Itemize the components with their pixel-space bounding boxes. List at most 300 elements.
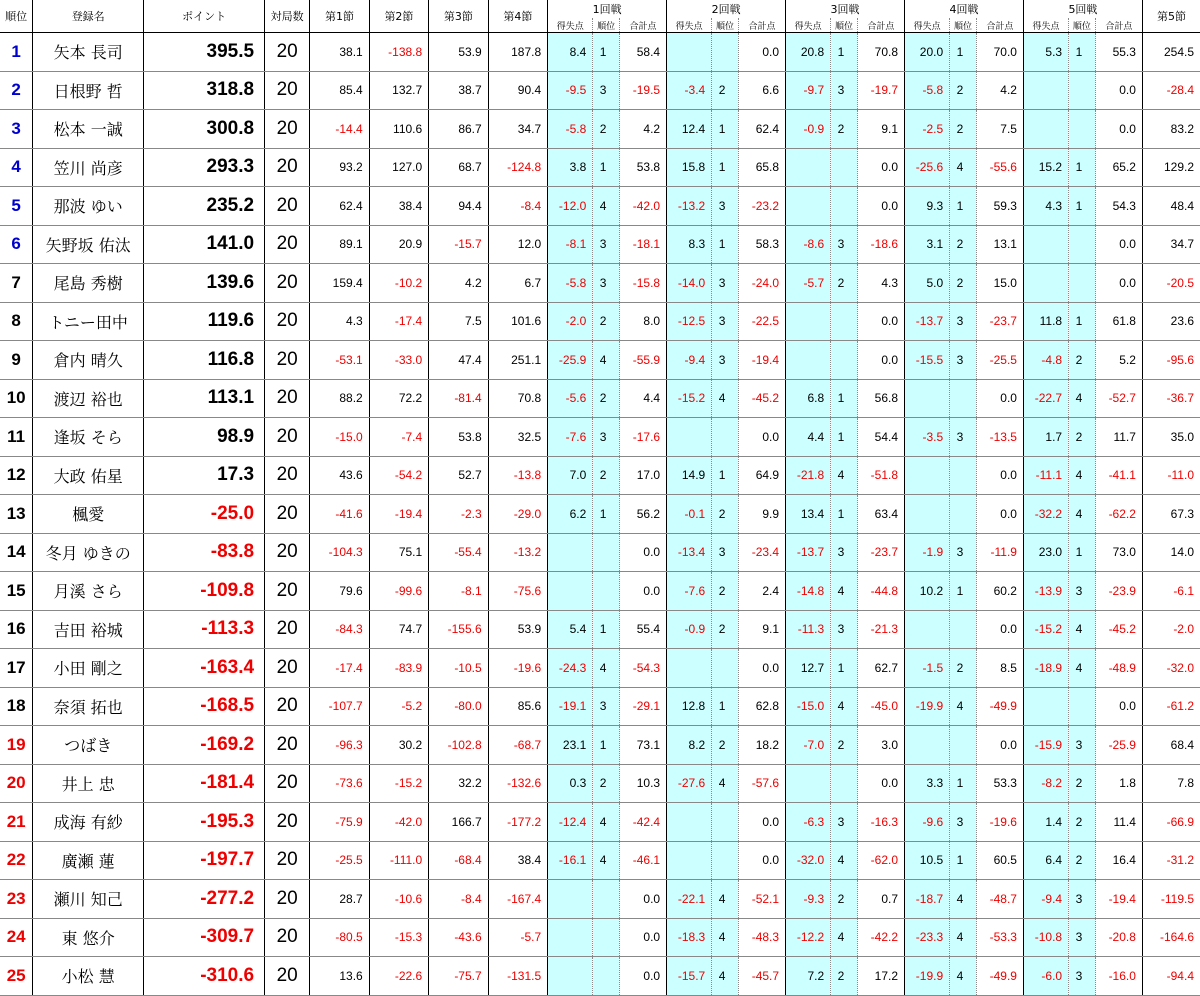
rank-cell: 18 [0, 687, 33, 726]
round2-total: -57.6 [738, 764, 785, 803]
player-name: 小松 慧 [33, 957, 144, 996]
round5-place: 1 [1069, 187, 1096, 226]
player-name: 廣瀬 蓮 [33, 841, 144, 880]
setsu1-cell: -84.3 [310, 610, 369, 649]
round3-score: 4.4 [786, 418, 831, 457]
round1-score [548, 533, 593, 572]
setsu5-cell: -36.7 [1142, 379, 1200, 418]
round2-place: 3 [712, 264, 739, 303]
games-cell: 20 [265, 841, 310, 880]
setsu1-cell: -80.5 [310, 918, 369, 957]
round4-total: -19.6 [976, 803, 1023, 842]
setsu5-cell: 68.4 [1142, 726, 1200, 765]
rank-cell: 23 [0, 880, 33, 919]
table-row [0, 495, 1200, 534]
round5-place: 3 [1069, 726, 1096, 765]
table-row [0, 341, 1200, 380]
round1-place: 2 [593, 764, 620, 803]
round4-place: 2 [950, 649, 977, 688]
player-name: 井上 忠 [33, 764, 144, 803]
round3-place: 4 [831, 918, 858, 957]
rank-cell: 17 [0, 649, 33, 688]
player-name: 逢坂 そら [33, 418, 144, 457]
round5-place [1069, 687, 1096, 726]
setsu4-cell: -68.7 [488, 726, 547, 765]
setsu4-cell: -177.2 [488, 803, 547, 842]
round3-place: 1 [831, 33, 858, 72]
setsu5-cell: 35.0 [1142, 418, 1200, 457]
round4-place: 2 [950, 110, 977, 149]
round5-total: 0.0 [1095, 71, 1142, 110]
setsu2-cell: -17.4 [369, 302, 428, 341]
setsu2-cell: -15.2 [369, 764, 428, 803]
round5-place: 4 [1069, 379, 1096, 418]
rank-cell: 6 [0, 225, 33, 264]
setsu5-cell: 7.8 [1142, 764, 1200, 803]
round2-score: -0.9 [667, 610, 712, 649]
setsu3-cell: -155.6 [429, 610, 488, 649]
round3-place: 4 [831, 841, 858, 880]
round4-place: 4 [950, 148, 977, 187]
games-cell: 20 [265, 33, 310, 72]
rank-cell: 8 [0, 302, 33, 341]
rank-cell: 19 [0, 726, 33, 765]
round3-total: 0.0 [857, 148, 904, 187]
setsu5-cell: -32.0 [1142, 649, 1200, 688]
setsu5-cell: -2.0 [1142, 610, 1200, 649]
games-cell: 20 [265, 379, 310, 418]
points-cell: -169.2 [144, 726, 265, 765]
round5-score: 1.7 [1023, 418, 1068, 457]
points-cell: 98.9 [144, 418, 265, 457]
setsu5-cell: -119.5 [1142, 880, 1200, 919]
rank-cell: 21 [0, 803, 33, 842]
table-row [0, 726, 1200, 765]
setsu4-cell: -167.4 [488, 880, 547, 919]
round5-total: 0.0 [1095, 264, 1142, 303]
round4-total: -13.5 [976, 418, 1023, 457]
round4-place [950, 379, 977, 418]
setsu1-cell: 4.3 [310, 302, 369, 341]
player-name: 東 悠介 [33, 918, 144, 957]
rank-cell: 24 [0, 918, 33, 957]
round3-score: -14.8 [786, 572, 831, 611]
round3-total: -51.8 [857, 456, 904, 495]
round1-score [548, 918, 593, 957]
player-name: 大政 佑星 [33, 456, 144, 495]
round3-total: 0.0 [857, 341, 904, 380]
points-cell: -277.2 [144, 880, 265, 919]
round1-total: -29.1 [619, 687, 666, 726]
points-cell: -309.7 [144, 918, 265, 957]
points-cell: 293.3 [144, 148, 265, 187]
points-cell: -195.3 [144, 803, 265, 842]
round4-place: 4 [950, 918, 977, 957]
rank-cell: 2 [0, 71, 33, 110]
round1-score: -8.1 [548, 225, 593, 264]
round4-total: -11.9 [976, 533, 1023, 572]
setsu1-cell: 79.6 [310, 572, 369, 611]
round5-place: 2 [1069, 803, 1096, 842]
round2-place: 4 [712, 379, 739, 418]
rank-cell: 1 [0, 33, 33, 72]
round4-place [950, 495, 977, 534]
setsu5-cell: -6.1 [1142, 572, 1200, 611]
player-name: トニー田中 [33, 302, 144, 341]
round5-total: 0.0 [1095, 110, 1142, 149]
round4-place: 3 [950, 803, 977, 842]
round5-score: 11.8 [1023, 302, 1068, 341]
round3-score: 20.8 [786, 33, 831, 72]
header-setsu1: 第1節 [310, 0, 369, 33]
setsu3-cell: -43.6 [429, 918, 488, 957]
round4-total: 0.0 [976, 379, 1023, 418]
round5-score: -8.2 [1023, 764, 1068, 803]
points-cell: 119.6 [144, 302, 265, 341]
setsu3-cell: 47.4 [429, 341, 488, 380]
points-cell: -197.7 [144, 841, 265, 880]
setsu5-cell: 83.2 [1142, 110, 1200, 149]
round2-total: 6.6 [738, 71, 785, 110]
setsu5-cell: 14.0 [1142, 533, 1200, 572]
setsu2-cell: -83.9 [369, 649, 428, 688]
round5-total: -52.7 [1095, 379, 1142, 418]
subheader-total-round4: 合計点 [976, 18, 1023, 33]
round5-score [1023, 71, 1068, 110]
header-setsu5: 第5節 [1142, 0, 1200, 33]
round1-place: 2 [593, 110, 620, 149]
points-cell: -109.8 [144, 572, 265, 611]
round4-total: 60.2 [976, 572, 1023, 611]
round5-score: -15.9 [1023, 726, 1068, 765]
round4-place: 2 [950, 225, 977, 264]
games-cell: 20 [265, 610, 310, 649]
round5-score: 23.0 [1023, 533, 1068, 572]
points-cell: -25.0 [144, 495, 265, 534]
round2-place: 1 [712, 225, 739, 264]
games-cell: 20 [265, 225, 310, 264]
rank-cell: 7 [0, 264, 33, 303]
games-cell: 20 [265, 880, 310, 919]
round5-total: 5.2 [1095, 341, 1142, 380]
round2-score [667, 33, 712, 72]
table-row [0, 379, 1200, 418]
round4-total: -53.3 [976, 918, 1023, 957]
round1-total: 58.4 [619, 33, 666, 72]
setsu3-cell: -68.4 [429, 841, 488, 880]
round2-place [712, 803, 739, 842]
points-cell: 141.0 [144, 225, 265, 264]
round2-total: 64.9 [738, 456, 785, 495]
setsu3-cell: 68.7 [429, 148, 488, 187]
round1-total: 0.0 [619, 880, 666, 919]
round1-place [593, 880, 620, 919]
round3-score: 13.4 [786, 495, 831, 534]
round4-place: 4 [950, 880, 977, 919]
rank-cell: 4 [0, 148, 33, 187]
setsu2-cell: -99.6 [369, 572, 428, 611]
round4-total: -49.9 [976, 957, 1023, 996]
round3-place: 3 [831, 533, 858, 572]
subheader-score-round3: 得失点 [786, 18, 831, 33]
points-cell: 318.8 [144, 71, 265, 110]
round4-score: 9.3 [905, 187, 950, 226]
points-cell: 113.1 [144, 379, 265, 418]
setsu1-cell: -104.3 [310, 533, 369, 572]
round4-total: 0.0 [976, 495, 1023, 534]
table-row [0, 610, 1200, 649]
round5-total: -20.8 [1095, 918, 1142, 957]
round4-place: 4 [950, 687, 977, 726]
round3-total: -23.7 [857, 533, 904, 572]
round3-score: 7.2 [786, 957, 831, 996]
round4-score: 20.0 [905, 33, 950, 72]
round5-total: 11.7 [1095, 418, 1142, 457]
round2-place: 3 [712, 302, 739, 341]
round2-score: -15.2 [667, 379, 712, 418]
round3-score [786, 341, 831, 380]
setsu2-cell: 110.6 [369, 110, 428, 149]
round2-score: 12.4 [667, 110, 712, 149]
setsu4-cell: -132.6 [488, 764, 547, 803]
round5-place: 2 [1069, 764, 1096, 803]
round2-place: 2 [712, 572, 739, 611]
table-row [0, 957, 1200, 996]
round3-score [786, 302, 831, 341]
header-round2: 2回戦 [667, 0, 786, 18]
table-row [0, 687, 1200, 726]
round3-total: 0.0 [857, 187, 904, 226]
round1-score: 7.0 [548, 456, 593, 495]
games-cell: 20 [265, 957, 310, 996]
round1-score: 8.4 [548, 33, 593, 72]
round5-total: -41.1 [1095, 456, 1142, 495]
header-setsu3: 第3節 [429, 0, 488, 33]
setsu3-cell: -8.1 [429, 572, 488, 611]
table-row [0, 33, 1200, 72]
header-setsu4: 第4節 [488, 0, 547, 33]
round3-total: 0.0 [857, 302, 904, 341]
round4-place: 1 [950, 33, 977, 72]
setsu5-cell: 129.2 [1142, 148, 1200, 187]
round5-place [1069, 225, 1096, 264]
round5-total: -23.9 [1095, 572, 1142, 611]
setsu2-cell: -19.4 [369, 495, 428, 534]
round4-total: -25.5 [976, 341, 1023, 380]
round5-total: 65.2 [1095, 148, 1142, 187]
round2-place: 2 [712, 726, 739, 765]
round5-place [1069, 110, 1096, 149]
table-row [0, 918, 1200, 957]
setsu3-cell: -8.4 [429, 880, 488, 919]
setsu1-cell: 43.6 [310, 456, 369, 495]
round4-place: 1 [950, 764, 977, 803]
round1-total: 0.0 [619, 533, 666, 572]
round5-score: -22.7 [1023, 379, 1068, 418]
round4-total: 60.5 [976, 841, 1023, 880]
round5-place: 3 [1069, 880, 1096, 919]
round3-place: 1 [831, 495, 858, 534]
player-name: 瀬川 知己 [33, 880, 144, 919]
round1-place: 3 [593, 71, 620, 110]
round5-total: 61.8 [1095, 302, 1142, 341]
round4-total: 59.3 [976, 187, 1023, 226]
games-cell: 20 [265, 726, 310, 765]
round5-total: 73.0 [1095, 533, 1142, 572]
subheader-place-round3: 順位 [831, 18, 858, 33]
round3-score: -21.8 [786, 456, 831, 495]
round3-place: 3 [831, 803, 858, 842]
setsu3-cell: 52.7 [429, 456, 488, 495]
round2-total: 65.8 [738, 148, 785, 187]
table-row [0, 302, 1200, 341]
player-name: 冬月 ゆきの [33, 533, 144, 572]
setsu5-cell: -31.2 [1142, 841, 1200, 880]
round2-total: -19.4 [738, 341, 785, 380]
header-setsu2: 第2節 [369, 0, 428, 33]
round5-total: -45.2 [1095, 610, 1142, 649]
round3-score: -8.6 [786, 225, 831, 264]
setsu4-cell: -124.8 [488, 148, 547, 187]
subheader-total-round2: 合計点 [738, 18, 785, 33]
round5-score: 6.4 [1023, 841, 1068, 880]
games-cell: 20 [265, 495, 310, 534]
round3-score: -5.7 [786, 264, 831, 303]
table-row [0, 110, 1200, 149]
round3-score: -12.2 [786, 918, 831, 957]
player-name: つばき [33, 726, 144, 765]
round4-place: 1 [950, 572, 977, 611]
round4-place: 1 [950, 841, 977, 880]
setsu3-cell: 53.9 [429, 33, 488, 72]
round2-score [667, 841, 712, 880]
points-cell: 139.6 [144, 264, 265, 303]
setsu4-cell: 12.0 [488, 225, 547, 264]
round1-total: -15.8 [619, 264, 666, 303]
round1-place: 3 [593, 418, 620, 457]
setsu1-cell: 93.2 [310, 148, 369, 187]
round1-total: 0.0 [619, 957, 666, 996]
table-row [0, 225, 1200, 264]
round2-score [667, 418, 712, 457]
table-row [0, 418, 1200, 457]
round3-place [831, 302, 858, 341]
round2-score: 12.8 [667, 687, 712, 726]
rank-cell: 3 [0, 110, 33, 149]
round4-total: 53.3 [976, 764, 1023, 803]
subheader-place-round1: 順位 [593, 18, 620, 33]
round3-place: 1 [831, 379, 858, 418]
round4-place: 2 [950, 71, 977, 110]
round3-total: -19.7 [857, 71, 904, 110]
setsu1-cell: -75.9 [310, 803, 369, 842]
setsu2-cell: 74.7 [369, 610, 428, 649]
setsu3-cell: -10.5 [429, 649, 488, 688]
round4-score: 3.1 [905, 225, 950, 264]
round4-place: 3 [950, 341, 977, 380]
round2-score: -13.4 [667, 533, 712, 572]
round5-place: 3 [1069, 572, 1096, 611]
setsu4-cell: 32.5 [488, 418, 547, 457]
round2-place [712, 33, 739, 72]
round5-place: 1 [1069, 302, 1096, 341]
round2-total: 2.4 [738, 572, 785, 611]
round4-total: -55.6 [976, 148, 1023, 187]
round1-place [593, 533, 620, 572]
setsu3-cell: 53.8 [429, 418, 488, 457]
round4-place [950, 726, 977, 765]
round3-place: 3 [831, 225, 858, 264]
round5-place: 4 [1069, 649, 1096, 688]
setsu2-cell: 20.9 [369, 225, 428, 264]
round2-place [712, 649, 739, 688]
setsu1-cell: 13.6 [310, 957, 369, 996]
round1-place: 2 [593, 302, 620, 341]
round3-total: 0.7 [857, 880, 904, 919]
setsu4-cell: -19.6 [488, 649, 547, 688]
games-cell: 20 [265, 572, 310, 611]
setsu3-cell: 32.2 [429, 764, 488, 803]
round5-score: -11.1 [1023, 456, 1068, 495]
player-name: 那波 ゆい [33, 187, 144, 226]
setsu5-cell: -94.4 [1142, 957, 1200, 996]
round2-total: -45.7 [738, 957, 785, 996]
round5-score: 1.4 [1023, 803, 1068, 842]
round4-score: -1.5 [905, 649, 950, 688]
round2-place: 3 [712, 533, 739, 572]
rank-cell: 14 [0, 533, 33, 572]
rank-cell: 12 [0, 456, 33, 495]
setsu4-cell: 251.1 [488, 341, 547, 380]
round2-place: 2 [712, 610, 739, 649]
round5-total: 1.8 [1095, 764, 1142, 803]
round5-total: -16.0 [1095, 957, 1142, 996]
rank-cell: 5 [0, 187, 33, 226]
table-row [0, 148, 1200, 187]
round1-place: 1 [593, 33, 620, 72]
table-row [0, 264, 1200, 303]
setsu4-cell: -131.5 [488, 957, 547, 996]
round2-place: 4 [712, 764, 739, 803]
round3-total: -42.2 [857, 918, 904, 957]
setsu1-cell: -41.6 [310, 495, 369, 534]
round1-score: -2.0 [548, 302, 593, 341]
round5-score: -6.0 [1023, 957, 1068, 996]
round1-total: 17.0 [619, 456, 666, 495]
table-row [0, 187, 1200, 226]
setsu1-cell: -73.6 [310, 764, 369, 803]
round3-total: -21.3 [857, 610, 904, 649]
round1-place: 1 [593, 495, 620, 534]
round4-total: 8.5 [976, 649, 1023, 688]
round4-place: 4 [950, 957, 977, 996]
round1-place: 1 [593, 610, 620, 649]
setsu5-cell: -11.0 [1142, 456, 1200, 495]
round3-total: 63.4 [857, 495, 904, 534]
games-cell: 20 [265, 687, 310, 726]
round5-score: -10.8 [1023, 918, 1068, 957]
points-cell: -83.8 [144, 533, 265, 572]
setsu5-cell: 254.5 [1142, 33, 1200, 72]
round3-place: 3 [831, 71, 858, 110]
round4-total: -48.7 [976, 880, 1023, 919]
round4-total: 4.2 [976, 71, 1023, 110]
round1-score: -24.3 [548, 649, 593, 688]
round3-place: 3 [831, 610, 858, 649]
setsu3-cell: -2.3 [429, 495, 488, 534]
round4-place [950, 610, 977, 649]
round3-total: -16.3 [857, 803, 904, 842]
